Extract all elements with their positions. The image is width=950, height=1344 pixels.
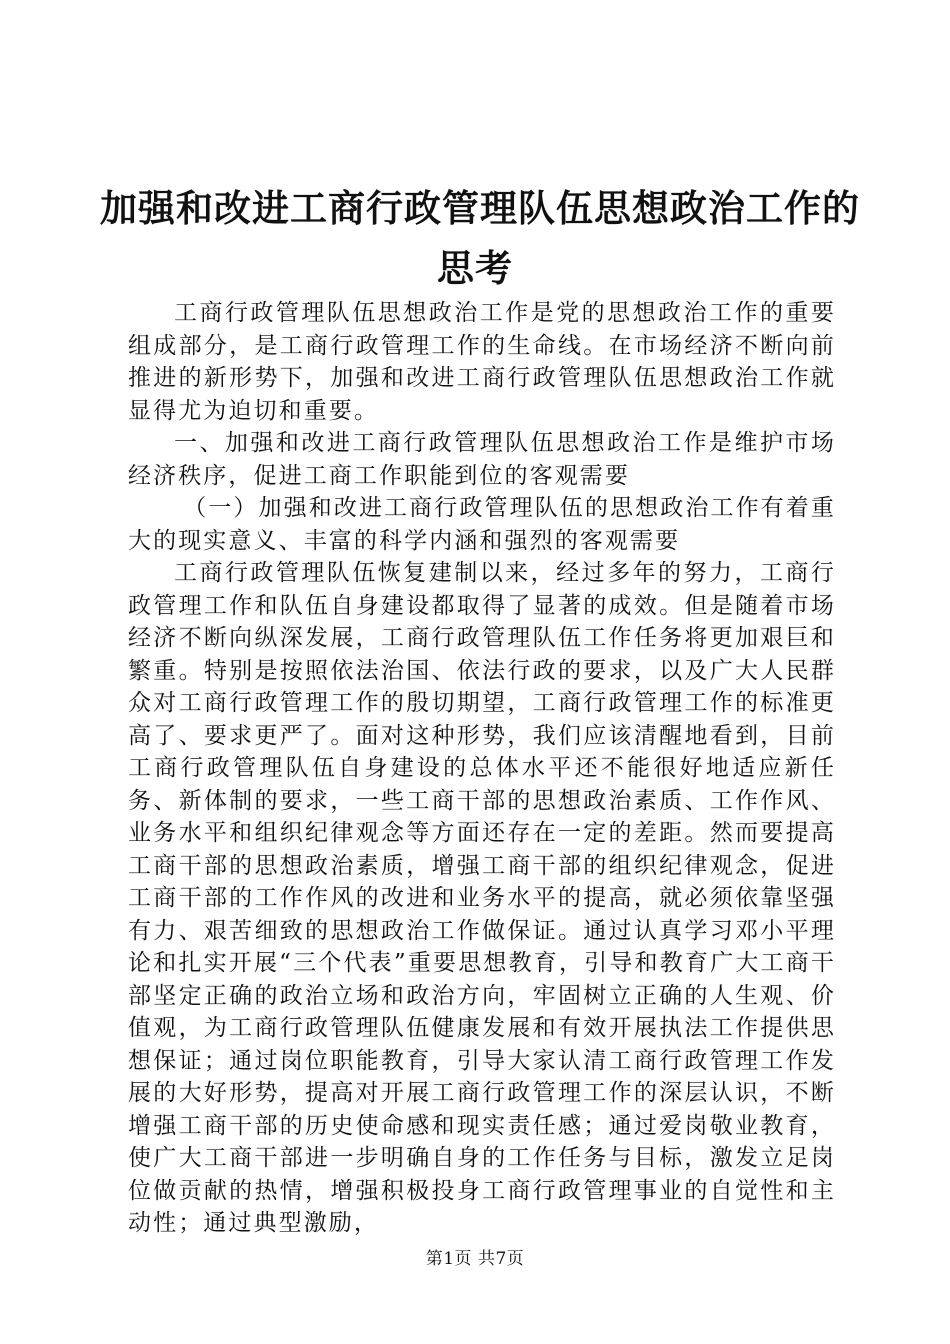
document-title-line-1: 加强和改进工商行政管理队伍思想政治工作的 [100,186,860,230]
page-number-footer: 第1页 共7页 [425,1249,525,1269]
document-body [128,297,836,1240]
paragraph-body: 工商行政管理队伍恢复建制以来，经过多年的努力，工商行政管理工作和队伍自身建设都取得了显著的成效。但是随着市场经济不断向纵深发展，工商行政管理队伍工作任务将更加艰巨和繁重。特别是按照依法治国、依法行政的要求，以及广大人民群众对工商行政管理工作的殷切期望，工商行政管理工作的标准更高了、要求更严了。面对这种形势，我们应该清醒地看到，目前工商行政管理队伍自身建设的总体水平还不能很好地适应新任务、新体制的要求，一些工商干部的思想政治素质、工作作风、业务水平和组织纪律观念等方面还存在一定的差距。然而要提高工商干部的思想政治素质，增强工商干部的组织纪律观念，促进工商干部的工作作风的改进和业务水平的提高，就必须依靠坚强有力、艰苦细致的思想政治工作做保证。通过认真学习邓小平理论和扎实开展“三个代表”重要思想教育，引导和教育广大工商干部坚定正确的政治立场和政治方向，牢固树立正确的人生观、价值观，为工商行政管理队伍健康发展和有效开展执法工作提供思想保证；通过岗位职能教育，引导大家认清工商行政管理工作发展的大好形势，提高对开展工商行政管理工作的深层认识，不断增强工商干部的历史使命感和现实责任感；通过爱岗敬业教育，使广大工商干部进一步明确自身的工作任务与目标，激发立足岗位做贡献的热情，增强积极投身工商行政管理事业的自觉性和主动性；通过典型激励， [128,560,836,1236]
document-title-line-2: 思考 [437,246,513,290]
paragraph-subsection-heading: （一）加强和改进工商行政管理队伍的思想政治工作有着重大的现实意义、丰富的科学内涵和强烈的客观需要 [128,495,836,554]
paragraph-section-heading: 一、加强和改进工商行政管理队伍思想政治工作是维护市场经济秩序，促进工商工作职能到位的客观需要 [128,430,836,489]
paragraph-intro: 工商行政管理队伍思想政治工作是党的思想政治工作的重要组成部分，是工商行政管理工作的生命线。在市场经济不断向前推进的新形势下，加强和改进工商行政管理队伍思想政治工作就显得尤为迫切和重要。 [128,300,836,424]
